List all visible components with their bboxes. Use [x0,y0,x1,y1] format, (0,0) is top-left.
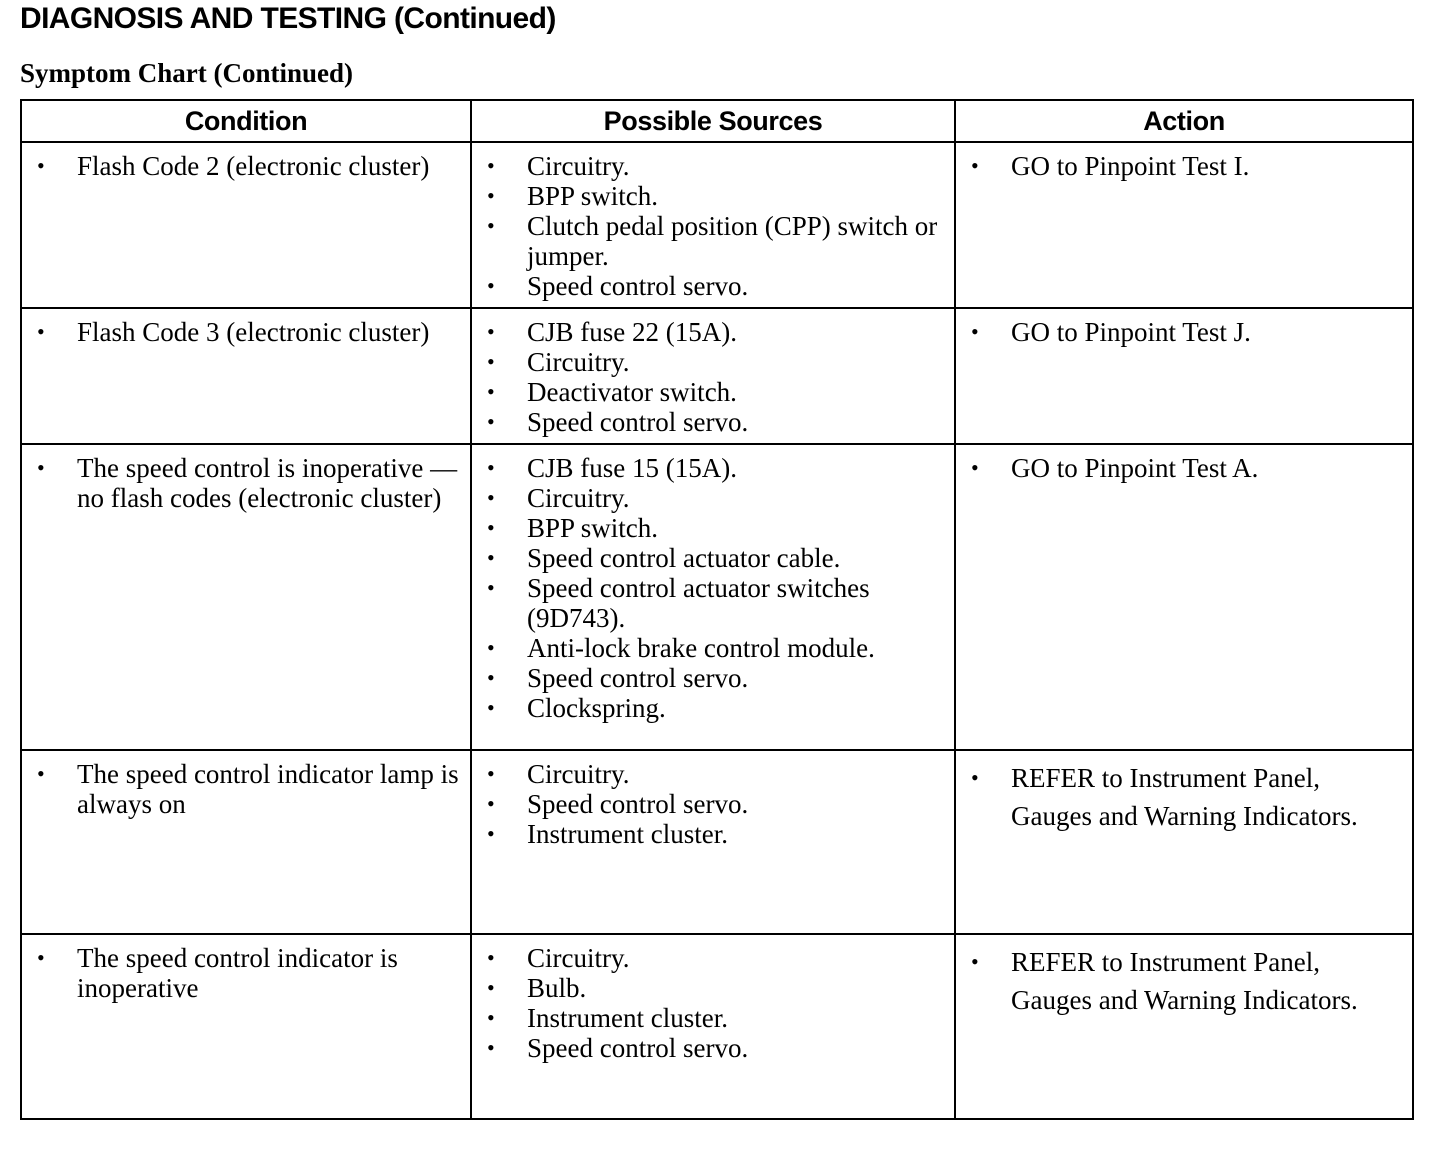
action-cell [955,444,1413,750]
source-item: • Speed control servo. [472,271,948,301]
table-row [21,750,1413,934]
condition-cell [21,142,471,308]
source-item: • Circuitry. [472,943,948,973]
action-text: • GO to Pinpoint Test A. [956,453,1406,483]
source-item: • BPP switch. [472,513,948,543]
source-item: • Circuitry. [472,483,948,513]
source-item: • Speed control actuator cable. [472,543,948,573]
condition-cell [21,750,471,934]
chart-subtitle: Symptom Chart (Continued) [20,58,354,88]
source-item: • Clutch pedal position (CPP) switch or jumper. [472,211,948,271]
source-item: • Clockspring. [472,693,948,723]
condition-cell [21,308,471,444]
source-item: • Circuitry. [472,759,948,789]
sources-cell [471,308,955,444]
condition-text: • Flash Code 3 (electronic cluster) [22,317,464,347]
action-text: • REFER to Instrument Panel, Gauges and Warning Indicators. [956,943,1406,1019]
table-row [21,308,1413,444]
action-cell [955,308,1413,444]
column-header-action: Action [955,100,1413,142]
action-text: • GO to Pinpoint Test J. [956,317,1406,347]
page-heading: DIAGNOSIS AND TESTING (Continued) [20,2,556,35]
source-item: • Instrument cluster. [472,819,948,849]
condition-cell [21,444,471,750]
condition-text: • Flash Code 2 (electronic cluster) [22,151,464,181]
source-item: • Speed control servo. [472,1033,948,1063]
source-item: • Instrument cluster. [472,1003,948,1033]
condition-text: • The speed control is inoperative — no flash codes (electronic cluster) [22,453,464,513]
source-item: • Speed control servo. [472,789,948,819]
table-row [21,142,1413,308]
table-header-row [21,100,1413,142]
source-item: • Bulb. [472,973,948,1003]
source-item: • CJB fuse 22 (15A). [472,317,948,347]
source-item: • Circuitry. [472,347,948,377]
column-header-condition: Condition [21,100,471,142]
source-item: • Speed control servo. [472,407,948,437]
action-cell [955,142,1413,308]
sources-cell [471,934,955,1119]
condition-text: • The speed control indicator is inoperative [22,943,464,1003]
condition-cell [21,934,471,1119]
column-header-possible-sources: Possible Sources [471,100,955,142]
source-item: • BPP switch. [472,181,948,211]
condition-text: • The speed control indicator lamp is always on [22,759,464,819]
source-item: • Deactivator switch. [472,377,948,407]
action-cell [955,750,1413,934]
source-item: • Anti-lock brake control module. [472,633,948,663]
sources-cell [471,750,955,934]
action-cell [955,934,1413,1119]
symptom-table [20,99,1414,1120]
action-text: • REFER to Instrument Panel, Gauges and Warning Indicators. [956,759,1406,835]
source-item: • Speed control actuator switches (9D743). [472,573,948,633]
sources-cell [471,142,955,308]
sources-cell [471,444,955,750]
action-text: • GO to Pinpoint Test I. [956,151,1406,181]
source-item: • Speed control servo. [472,663,948,693]
table-row [21,934,1413,1119]
source-item: • CJB fuse 15 (15A). [472,453,948,483]
table-row [21,444,1413,750]
source-item: • Circuitry. [472,151,948,181]
